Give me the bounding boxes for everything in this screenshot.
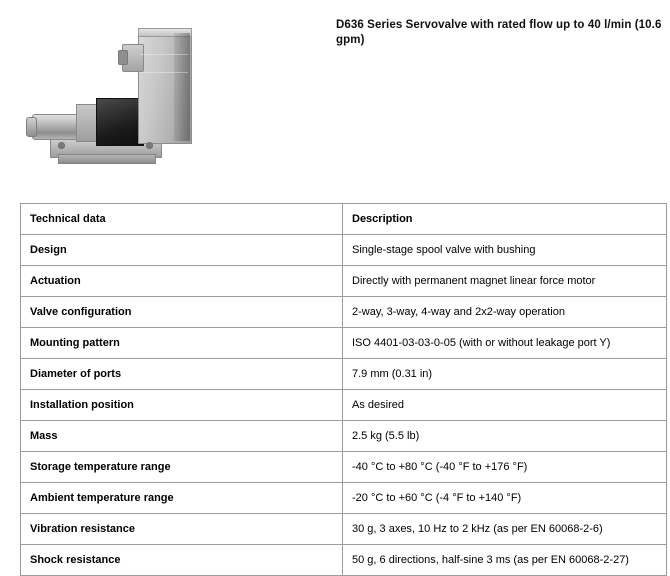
row-value: -40 °C to +80 °C (-40 °F to +176 °F) [343, 452, 667, 483]
photo-part-cylinder-end [26, 117, 37, 137]
row-value: Directly with permanent magnet linear force motor [343, 266, 667, 297]
photo-part-ridge [140, 54, 188, 55]
photo-part-ridge [140, 72, 188, 73]
row-value: 2-way, 3-way, 4-way and 2x2-way operation [343, 297, 667, 328]
row-label: Vibration resistance [21, 514, 343, 545]
table-row [21, 328, 667, 359]
row-value: 30 g, 3 axes, 10 Hz to 2 kHz (as per EN 60068-2-6) [343, 514, 667, 545]
table-row [21, 235, 667, 266]
row-label: Design [21, 235, 343, 266]
column-header-description: Description [343, 204, 667, 235]
table-row [21, 483, 667, 514]
table-row [21, 266, 667, 297]
row-label: Installation position [21, 390, 343, 421]
row-value: As desired [343, 390, 667, 421]
table-row [21, 390, 667, 421]
row-label: Mass [21, 421, 343, 452]
row-label: Shock resistance [21, 545, 343, 576]
table-row [21, 452, 667, 483]
row-label: Ambient temperature range [21, 483, 343, 514]
page-title: D636 Series Servovalve with rated flow up to 40 l/min (10.6 gpm) [336, 19, 662, 46]
row-value: ISO 4401-03-03-0-05 (with or without leakage port Y) [343, 328, 667, 359]
column-header-technical-data: Technical data [21, 204, 343, 235]
row-value: -20 °C to +60 °C (-4 °F to +140 °F) [343, 483, 667, 514]
photo-part-base-lower [58, 154, 156, 164]
photo-part-connector-cap [118, 50, 128, 65]
row-value: 50 g, 6 directions, half-sine 3 ms (as per EN 60068-2-27) [343, 545, 667, 576]
technical-data-table-wrapper [20, 203, 666, 576]
photo-part-dark-block [96, 98, 144, 146]
table-row [21, 359, 667, 390]
table-row [21, 297, 667, 328]
table-row [21, 514, 667, 545]
photo-part-cylinder [32, 114, 82, 140]
product-photo [14, 14, 314, 179]
table-header-row [21, 204, 667, 235]
row-value: 7.9 mm (0.31 in) [343, 359, 667, 390]
document-header [0, 0, 670, 186]
row-label: Actuation [21, 266, 343, 297]
row-label: Mounting pattern [21, 328, 343, 359]
photo-part-bolt [58, 142, 65, 149]
row-label: Valve configuration [21, 297, 343, 328]
row-value: 2.5 kg (5.5 lb) [343, 421, 667, 452]
technical-data-table [20, 203, 667, 576]
photo-part-bolt [146, 142, 153, 149]
row-value: Single-stage spool valve with bushing [343, 235, 667, 266]
photo-part-body-shading [174, 33, 190, 141]
row-label: Diameter of ports [21, 359, 343, 390]
table-row [21, 545, 667, 576]
row-label: Storage temperature range [21, 452, 343, 483]
table-row [21, 421, 667, 452]
